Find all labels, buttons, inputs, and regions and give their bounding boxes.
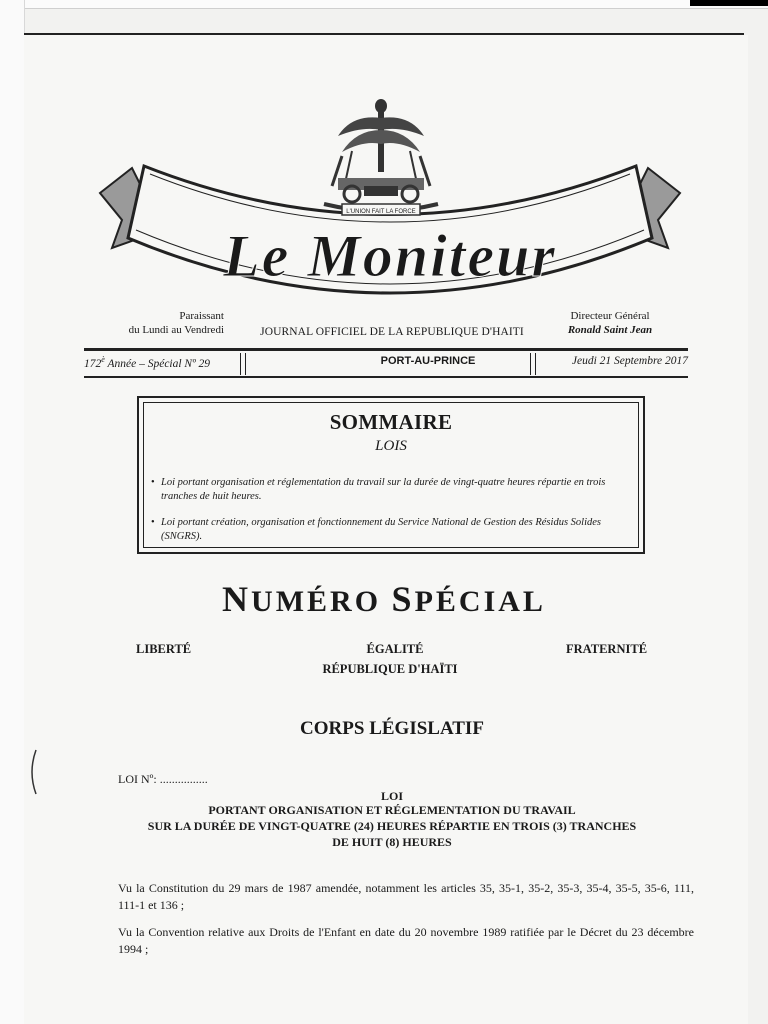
margin-bracket-mark [28, 748, 38, 796]
visa-paragraph: Vu la Constitution du 29 mars de 1987 amendée, notamment les articles 35, 35-1, 35-2, 35-3, 35-4, 35-5, 35-6, 111, 111-1 et 136 ; [118, 881, 694, 912]
motto-liberte: LIBERTÉ [136, 642, 192, 656]
special-s: S [391, 579, 415, 619]
info-bar-top-rule [84, 348, 688, 351]
frequency-line-2: du Lundi au Vendredi [128, 324, 224, 336]
sommaire-title: SOMMAIRE [329, 410, 453, 434]
special-n: N [222, 579, 252, 619]
scan-left-edge [0, 0, 25, 1024]
year-sup: è [101, 355, 105, 364]
loi-title-line: PORTANT ORGANISATION ET RÉGLEMENTATION DU TRAVAIL [208, 803, 576, 817]
coat-motto: L'UNION FAIT LA FORCE [346, 209, 416, 215]
publication-frequency [120, 309, 224, 337]
sommaire-item-text: Loi portant organisation et réglementation du travail sur la durée de vingt-quatre heures répartie en trois tranches de huit heures. [161, 477, 606, 502]
visa-paragraph: Vu la Convention relative aux Droits de l'Enfant en date du 20 novembre 1989 ratifiée par le Décret du 23 décembre 1994 ; [118, 925, 694, 956]
info-bar-bottom-rule [84, 376, 688, 378]
coat-of-arms-icon [312, 96, 450, 224]
year-suffix: Année – Spécial Nº 29 [104, 357, 211, 370]
scan-dark-corner [690, 0, 768, 6]
director-title: Directeur Général [570, 310, 650, 322]
sommaire-subtitle: LOIS [375, 438, 407, 454]
director-block [540, 309, 680, 337]
sommaire-box [137, 396, 645, 554]
loi-number: LOI Nº: ................ [118, 772, 208, 786]
director-name: Ronald Saint Jean [567, 324, 653, 336]
sommaire-item-text: Loi portant création, organisation et fonctionnement du Service National de Gestion des Résidus Solides (SNGRS). [161, 517, 601, 542]
loi-title-line: DE HUIT (8) HEURES [332, 835, 452, 849]
issue-number [84, 355, 240, 373]
bullet-icon: • [151, 477, 155, 488]
issue-info-bar [84, 348, 688, 378]
scan-top-edge [0, 0, 768, 9]
bullet-icon: • [151, 517, 155, 528]
sommaire-item [151, 516, 623, 544]
frequency-line-1: Paraissant [179, 310, 224, 322]
corps-legislatif-heading: CORPS LÉGISLATIF [300, 718, 484, 739]
page-top-rule [24, 33, 744, 35]
motto-fraternite: FRATERNITÉ [566, 642, 648, 656]
masthead-title: Le Moniteur [223, 223, 557, 289]
special-umero: UMÉRO [251, 585, 392, 618]
sommaire-item [151, 476, 623, 504]
issue-city: PORT-AU-PRINCE [380, 355, 476, 367]
year-prefix: 172 [84, 357, 102, 370]
motto-egalite: ÉGALITÉ [366, 642, 424, 656]
republic-name: RÉPUBLIQUE D'HAÏTI [322, 662, 458, 676]
special-pecial: PÉCIAL [414, 585, 546, 618]
journal-name: JOURNAL OFFICIEL DE LA REPUBLIQUE D'HAITI [260, 326, 524, 338]
loi-title-line: LOI [380, 789, 403, 803]
issue-date: Jeudi 21 Septembre 2017 [571, 355, 688, 367]
loi-title-line: SUR LA DURÉE DE VINGT-QUATRE (24) HEURES RÉPARTIE EN TROIS (3) TRANCHES [147, 819, 637, 833]
special-issue-heading [0, 578, 768, 620]
